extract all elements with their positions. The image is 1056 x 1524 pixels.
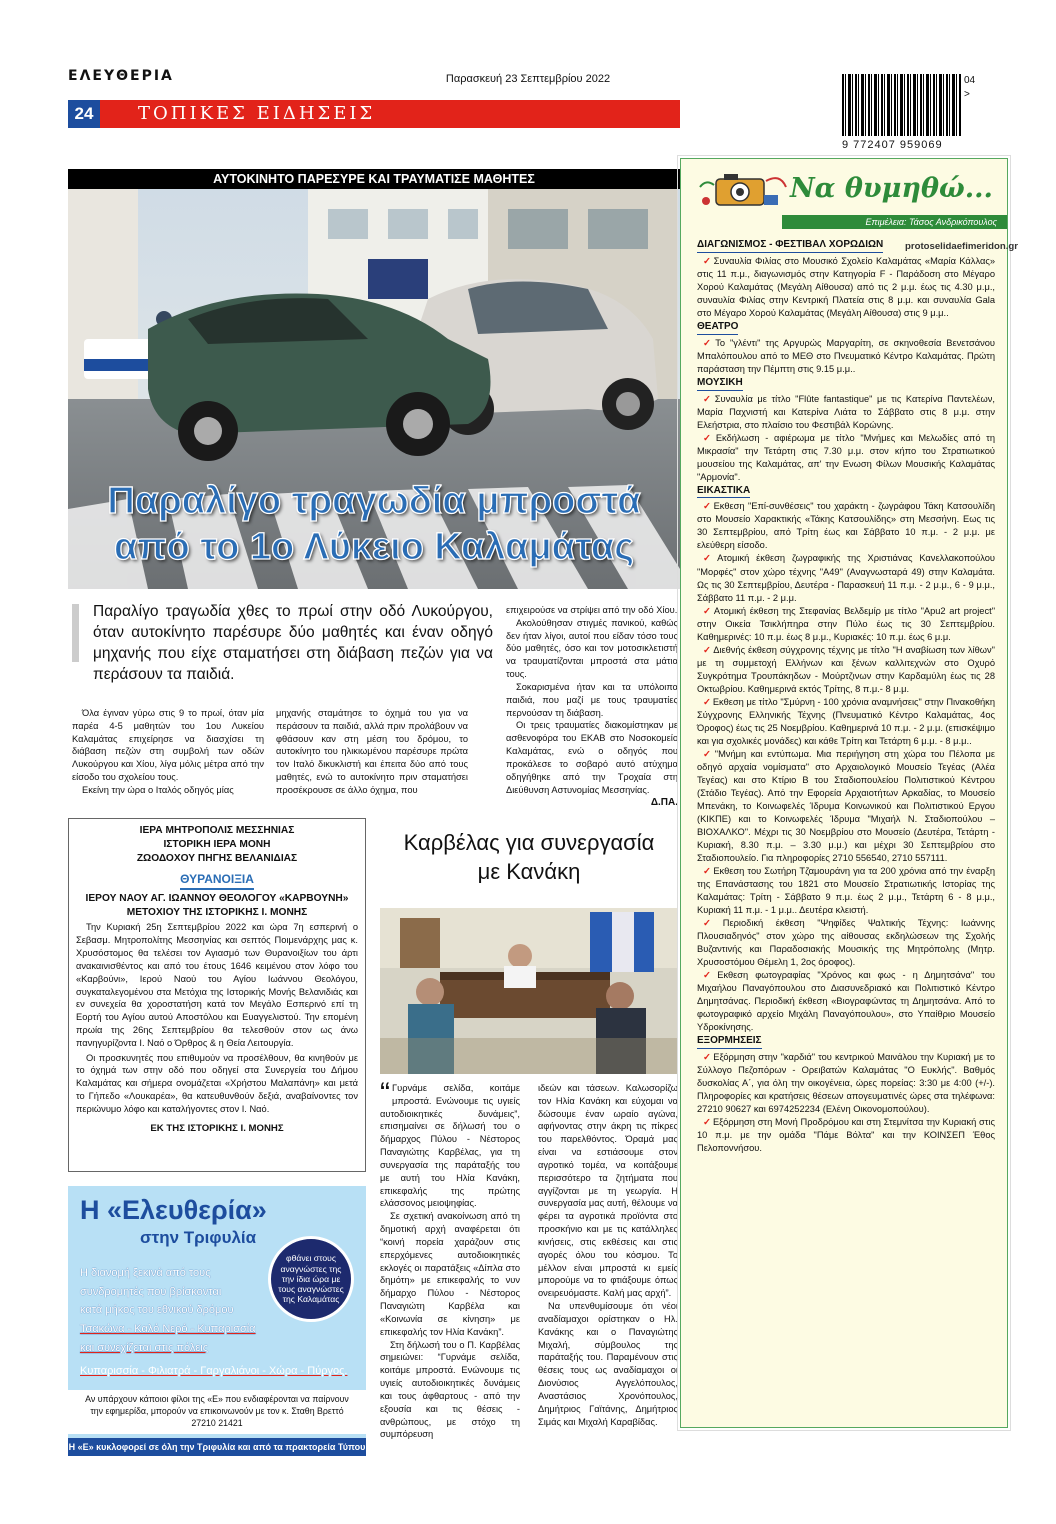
column-credit: Επιμέλεια: Τάσος Ανδρικόπουλος <box>782 215 1007 229</box>
notice-heading: ΙΣΤΟΡΙΚΗ ΙΕΡΑ ΜΟΝΗ <box>163 838 271 850</box>
article-column-1 <box>72 707 264 797</box>
check-icon: ✓ <box>703 969 716 980</box>
notice-subheading: ΜΕΤΟΧΙΟΥ ΤΗΣ ΙΣΤΟΡΙΚΗΣ Ι. ΜΟΝΗΣ <box>126 906 308 918</box>
paragraph: επιχειρούσε να στρίψει από την οδό Χίου. <box>506 605 678 615</box>
check-icon: ✓ <box>703 644 712 655</box>
paragraph: Όλα έγιναν γύρω στις 9 το πρωί, όταν μία παρέα 4-5 μαθητών του 1ου Λυκείου Καλαμάτας επιχείρησε να διασχίσει τη διάβαση πεζών στη συμβολή των οδών Λυκούργου και Χίου, λίγα μόλις μέτρα από την είσοδο του σχολείου τους. <box>72 708 264 783</box>
event-item <box>697 1116 995 1155</box>
event-text: "Μνήμη και εντύπωμα. Μια περιήγηση στη χώρα του Πέλοπα με οδηγό αρχαία νομίσματα" στο Αρχαιολογικό Μουσείο Τεγέας (Αλέα Τεγέας) και στο Κτίριο Β του Σταδιοπουλείου Πολιτιστικού Κέντρου (Στάδιο Τεγέας). Από την Εφορεία Αρχαιοτήτων Αρκαδίας, το Μουσείο Μπενάκη, το Κοινωφελές Ίδρυμα Κοινωνικού και Πολιτιστικού Εργου (ΚΙΚΠΕ) και το Κοινωφελές Ίδρυμα "Μιχαήλ Ν. Σταδιοπούλου – ΒΙΟΧΑΛΚΟ". Μέχρι τις 30 Νοεμβρίου στο Μουσείο (Δευτέρα, Τετάρτη - Κυριακή, 8.30 π.μ. – 3.30 μ.μ.) και μέχρι 30 Σεπτεμβρίου στο Σταδιοπουλείο. Για πληροφορίες 2710 556540, 2710 557111. <box>697 748 995 863</box>
ad-cities: Κυπαρισσία - Φιλιατρά - Γαργαλιάνοι - Χώρα - Πύργος. <box>80 1365 348 1377</box>
section-title: ΤΟΠΙΚΕΣ ΕΙΔΗΣΕΙΣ <box>138 103 376 124</box>
article-column-3 <box>506 604 678 810</box>
headline-line-1: Καρβέλας για συνεργασία <box>403 830 655 855</box>
events-list <box>697 238 995 1155</box>
barcode <box>842 74 978 164</box>
website-watermark: protoselidaefimeridon.gr <box>905 241 1019 252</box>
check-icon: ✓ <box>703 255 712 266</box>
event-item <box>697 337 995 376</box>
column-title: Να θυμηθώ... <box>790 173 993 204</box>
issue-date: Παρασκευή 23 Σεπτεμβρίου 2022 <box>445 73 611 85</box>
paragraph: ιδεών και τάσεων. Καλωσορίζω τον Ηλία Κανάκη και εύχομαι να δώσουμε έναν ωραίο αγώνα, αφήνοντας στην άκρη τις πίκρες του παρελθόντος. Όραμά μας είναι να εστιάσουμε στον αγροτικό τομέα, να κοιτάξουμε περισσότερο τα ζητήματα που αγγίζονται με τη γεωργία. Η συνεργασία μας αυτή, θέλουμε να φέρει τα αγροτικά προϊόντα στο προσκήνιο και με τις κατάλληλες κινήσεις, στις εκθέσεις και στις αγορές όλου του κόσμου. Το μέλλον είναι μπροστά κι εμείς μπορούμε να το φτιάξουμε όπως ονειρευόμαστε. Καλή μας αρχή”. <box>538 1083 678 1299</box>
notice-body: Οι προσκυνητές που επιθυμούν να προσέλθουν, θα κινηθούν με το όχημά των στην οδό που οδηγεί στα Συνεργεία του Δήμου Καλαμάτας και σήμερα ονομάζεται «Χρήστου Μαλαπάνη» και μετά το Γήπεδο «Λουκαρέα», θα κατευθυνθούν δεξιά, αναβαίνοντες τον περιώνυμο λόφο και καταλήγοντες στον Ι. Ναό. <box>76 1052 358 1114</box>
article-signature: Δ.ΠΑ. <box>650 797 678 809</box>
lead-bar <box>72 604 79 662</box>
drop-cap: “ <box>380 1077 390 1110</box>
event-text: Εξόρμηση στην "καρδιά" του κεντρικού Μαινάλου την Κυριακή με το Σύλλογο Πεζοπόρων - Ορειβατών Καλαμάτας "Ο Ευκλής". Βαθμός δυσκολίας Α΄, για όλη την οικογένεια, ώρες πορείας: 3:30 με 4:00 (+/-). Πληροφορίες και κρατήσεις θέσεων απογευματινές ώρες στα τηλέφωνα: 27210 90627 και 6974252234 (Ελένη Οικονομοπούλου). <box>697 1051 995 1114</box>
paragraph: Ακολούθησαν στιγμές πανικού, καθώς δεν ήταν λίγοι, αυτοί που είδαν τόσο τους δύο μαθητές, όσο και τον μοτοσικλετιστή να τραυματίζονται μπροστά στα μάτια τους. <box>506 617 678 680</box>
paragraph-text: Γυρνάμε σελίδα, κοιτάμε μπροστά. Ενώνουμε τις υγιείς αυτοδιοικητικές δυνάμεις”, επισημαίνει σε δήλωσή του ο δήμαρχος Πύλου - Νέστορος Παναγιώτης Καρβέλας, για τη συνεργασία της παράταξής του με αυτή του Ηλία Κανάκη, επικεφαλής της πρώτης ελάσσονος μειοψηφίας. <box>380 1083 520 1209</box>
event-item <box>697 552 995 604</box>
event-text: Εκθεση "Επί-συνθέσεις" του χαράκτη - ζωγράφου Τάκη Κατσουλίδη στο Μουσείο Χαρακτικής «Τάκης Κατσουλίδης» στη Μεσσήνη. Εως τις 30 Σεπτεμβρίου, από Τρίτη έως και Σάββατο 10 π.μ. - 2 μ.μ. με ελεύθερη είσοδο. <box>697 501 995 551</box>
notice-footer: ΕΚ ΤΗΣ ΙΣΤΟΡΙΚΗΣ Ι. ΜΟΝΗΣ <box>150 1122 284 1134</box>
ad-subtitle: στην Τριφυλία <box>140 1228 257 1247</box>
event-text: Συναυλία Φιλίας στο Μουσικό Σχολείο Καλαμάτας «Μαρία Κάλλας» στις 11 π.μ., διαγωνισμός στην Κατηγορία F - Παράδοση στο Μέγαρο Χορού Καλαμάτας (Μεγάλη Αίθουσα) από τις 2 μ.μ. έως τις 4.30 μ.μ., συναυλία Φιλίας στην Κεντρική Πλατεία στις 8 μ.μ. και συναυλία Gala στο Μέγαρο Χορού Καλαμάτας (Μεγάλη Αίθουσα) στις 9 μ.μ.. <box>697 255 995 318</box>
masthead-logo: ΕΛΕΥΘΕΡΙΑ <box>68 68 174 84</box>
notice-body: Την Κυριακή 25η Σεπτεμβρίου 2022 και ώρα 7η εσπερινή ο Σεβασμ. Μητροπολίτης Μεσσηνίας και σεπτός Ποιμενάρχης μας κ. Χρυσόστομος θα τελέσει τον Αγιασμό των Θυρανοιξίων του άρτι ανακαινισθέντος και από του έτους 1646 κειμένου στον λόφο του «Καρβούνι», Ιερού Ναού του Αγίου Ιωάννου Θεολόγου, συγκαταλεγομένου στα Μετόχια της Ιστορικής Μονής Βελανιδιάς και εν συνεχεία θα χοροστατήση κατά τον Μεγάλο Εσπερινό επί τη Εορτή του Αγίου αυτού Αποστόλου και Ευαγγελιστού. Την επομένη πρωία της 26ης Σεπτεμβρίου θα τελεσθούν στον ως άνω πανηγυρίζοντα Ι. Ναό ο Όρθρος & η Θεία Λειτουργία. <box>76 922 358 1048</box>
event-item <box>697 1051 995 1116</box>
article2-column-2 <box>538 1082 678 1428</box>
article-kicker: ΑΥΤΟΚΙΝΗΤΟ ΠΑΡΕΣΥΡΕ ΚΑΙ ΤΡΑΥΜΑΤΙΣΕ ΜΑΘΗΤΕΣ <box>68 169 680 189</box>
page-number: 24 <box>68 100 100 128</box>
event-text: Εκδήλωση - αφιέρωμα με τίτλο "Μνήμες και Μελωδίες από τη Μικρασία" την Τετάρτη στις 7.30 μ.μ. στον κήπο του Στρατιωτικού μουσείου της Καλαμάτας, απ' την Ενωση Φίλων Μουσικής Καλαμάτας "Αρμονία". <box>697 432 995 482</box>
ad-line: Η διανομή ξεκινά από τους <box>80 1267 211 1279</box>
paragraph: Σοκαρισμένα ήταν και τα υπόλοιπα παιδιά, που μαζί με τους τραυματίες περνούσαν τη διάβαση. <box>506 681 678 718</box>
event-item <box>697 917 995 969</box>
check-icon: ✓ <box>703 1051 712 1062</box>
check-icon: ✓ <box>703 1116 711 1127</box>
headline-line-2: από το 1ο Λύκειο Καλαμάτας <box>114 526 634 568</box>
ad-badge: φθάνει στους αναγνώστες της την ίδια ώρα με τους αναγνώστες της Καλαμάτας <box>268 1236 354 1322</box>
section-heading: ΘΕΑΤΡΟ <box>697 320 738 335</box>
check-icon: ✓ <box>703 501 712 512</box>
article-lead: Παραλίγο τραγωδία χθες το πρωί στην οδό Λυκούργου, όταν αυτοκίνητο παρέσυρε δύο μαθητές και έναν οδηγό μηχανής που είχε σταματήσει στη διάβαση πεζών για να περάσουν τα παιδιά. <box>93 603 493 683</box>
event-item <box>697 432 995 484</box>
event-item <box>697 255 995 320</box>
barcode-number: 9 772407 959069 <box>842 139 943 151</box>
event-item <box>697 605 995 644</box>
ad-line: κατά μήκος του εθνικού δρόμου <box>80 1304 234 1317</box>
barcode-lines <box>842 74 962 136</box>
barcode-addon: 04 > <box>964 75 976 100</box>
notice-heading: ΙΕΡΑ ΜΗΤΡΟΠΟΛΙΣ ΜΕΣΣΗΝΙΑΣ <box>139 825 295 836</box>
event-item <box>697 865 995 917</box>
check-icon: ✓ <box>703 605 712 616</box>
paragraph: Να υπενθυμίσουμε ότι νέοι αναδίαμαχοι ορίστηκαν ο Ηλ. Κανάκης και ο Παναγιώτης Μιχαλή, σύμβουλος της παράταξής του. Παραμένουν στις θέσεις τους ως αναδίαμαχοι οι Διονύσιος Αγγελόπουλος, Αναστάσιος Χρονόπουλος, Δημήτριος Γαϊτάνης, Δημήτριος Σιμάς και Μιχαλή Καραβίδας. <box>538 1301 678 1427</box>
check-icon: ✓ <box>703 865 712 876</box>
check-icon: ✓ <box>703 748 713 759</box>
check-icon: ✓ <box>703 432 714 443</box>
event-text: Διεθνής έκθεση σύγχρονης τέχνης με τίτλο "Η αναβίωση των λίθων" με τη συμμετοχή Ελλήνων και ξένων καλλιτεχνών στο Οχυρό Συγκρότημα Τρουπάκηδων - Μούρτζινων στην Καρδαμύλη έως τις 28 Οκτωβρίου. Καθημερινά εκτός Τρίτης, 8 π.μ.- 8 μ.μ. <box>697 644 995 694</box>
event-item <box>697 393 995 432</box>
ad-line: Τσακώνα - Καλό Νερό - Κυπαρισσία <box>80 1323 256 1336</box>
event-text: Ατομική έκθεση της Στεφανίας Βελδεμίρ με τίτλο "Apu2 art project" στην Οικεία Τσικλήπηρα στην Πύλο έως τις 30 Σεπτεμβρίου. Καθημερινές: 10 π.μ. έως 8 μ.μ., Κυριακές: 10 π.μ. έως 6 μ.μ. <box>697 605 995 642</box>
event-text: Περιοδική έκθεση "Ψηφίδες Ψαλτικής Τέχνης: Ιωάννης Πλουσιαδηνός" στον χώρο της αίθουσας εκδηλώσεων της Σχολής Βυζαντινής και Παραδοσιακής Μουσικής της Μητρόπολης (Μητρ. Χρυσοστόμου Θέμελη 1, 2ος όροφος). <box>697 917 995 967</box>
notice-heading: ΖΩΟΔΟΧΟΥ ΠΗΓΗΣ ΒΕΛΑΝΙΔΙΑΣ <box>136 852 298 864</box>
section-heading: ΕΙΚΑΣΤΙΚΑ <box>697 484 750 499</box>
event-text: Το "γλέντι" της Αργυρώς Μαργαρίτη, σε σκηνοθεσία Βενετσάνου Μπαλόπουλου από το ΜΕΘ στο Πνευματικό Κέντρο Καλαμάτας. Πρώτη παράσταση την Πέμπτη στις 9.15 μ.μ.. <box>697 337 995 374</box>
paragraph: Εκείνη την ώρα ο Ιταλός οδηγός μίας <box>82 784 234 795</box>
paragraph: Σε σχετική ανακοίνωση από τη δημοτική αρχή αναφέρεται ότι “κοινή πορεία χαράζουν στις επερχόμενες αυτοδιοικητικές εκλογές οι παρατάξεις «Δίπλα στο δημότη» με επικεφαλής το νυν δήμαρχο Πύλου - Νέστορος Παναγιώτη Καρβέλα και «Κοινωνία σε κίνηση» με επικεφαλής τον Ηλία Κανάκη”. <box>380 1211 520 1337</box>
ad-title: Η «Ελευθερία» <box>80 1195 267 1225</box>
check-icon: ✓ <box>703 696 711 707</box>
check-icon: ✓ <box>703 393 713 404</box>
ad-strip: Η «Ε» κυκλοφορεί σε όλη την Τριφυλία και από τα πρακτορεία Τύπου <box>68 1438 366 1456</box>
notice-title: ΘΥΡΑΝΟΙΞΙΑ <box>180 871 254 890</box>
event-text: Εκθεση με τίτλο "Σμύρνη - 100 χρόνια αναμνήσεις" στην Πινακοθήκη Σύγχρονης Ελληνικής Τέχνης (Πνευματικό Κέντρο Καλαμάτας, 4ος Όροφος) έως τις 25 Νοεμβρίου. Καθημερινά 10 π.μ. - 2 μ.μ. (επισκέψιμο και για σχολικές μονάδες) και κάθε Τρίτη και Τετάρτη 6 μ.μ. - 8 μ.μ.. <box>697 696 995 746</box>
article2-column-1 <box>380 1077 520 1441</box>
check-icon: ✓ <box>703 337 714 348</box>
event-text: Εκθεση του Σωτήρη Τζαμουράνη για τα 200 χρόνια από την έναρξη της Επανάστασης του 1821 στο Μουσείο Στρατιωτικής Ιστορίας της Καλαμάτας: Τρίτη - Σάββατο 9 π.μ. έως 2 μ.μ., Τετάρτη 6 - 8 μ.μ., Κυριακή 11 π.μ. - 1 μ.μ.. Δευτέρα κλειστή. <box>697 865 995 915</box>
event-item <box>697 969 995 1034</box>
paragraph <box>380 1077 520 1210</box>
article-column-2 <box>276 707 468 797</box>
paragraph: μηχανής σταμάτησε το όχημά του για να περάσουν τα παιδιά, αλλά πριν προλάβουν να φθάσουν καν στη μέση του δρόμου, το αυτοκίνητο του ηλικιωμένου παρέσυρε πρώτα τον Ιταλό δικυκλιστή και έπειτα δύο από τους μαθητές, ενώ το αυτοκίνητο πριν σταματήσει προσέκρουσε σε άλλο όχημα, που <box>276 708 468 795</box>
advertisement <box>68 1186 366 1456</box>
event-item <box>697 696 995 748</box>
paragraph: Στη δήλωσή του ο Π. Καρβέλας σημειώνει: “Γυρνάμε σελίδα, κοιτάμε μπροστά. Ενώνουμε τις υγιείς αυτοδιοικητικές δυνάμεις και τους άφθαρτους - από την εξουσία και τις θέσεις - ανθρώπους, με στόχο τη συμπόρευση <box>380 1339 520 1440</box>
ad-text <box>80 1264 270 1357</box>
notice-subheading: ΙΕΡΟΥ ΝΑΟΥ ΑΓ. ΙΩΑΝΝΟΥ ΘΕΟΛΟΓΟΥ «ΚΑΡΒΟΥΝΗ» <box>85 892 349 904</box>
section-heading: ΔΙΑΓΩΝΙΣΜΟΣ - ΦΕΣΤΙΒΑΛ ΧΟΡΩΔΙΩΝ <box>697 238 883 253</box>
section-heading: ΜΟΥΣΙΚΗ <box>697 376 743 391</box>
section-heading: ΕΞΟΡΜΗΣΕΙΣ <box>697 1034 762 1049</box>
ad-contact: Αν υπάρχουν κάποιοι φίλοι της «Ε» που ενδιαφέρονται να παίρνουν την εφημερίδα, μπορούν να επικοινωνούν με τον κ. Σταθη Βρεττό 27210 21421 <box>68 1390 366 1434</box>
article-headline <box>68 478 680 570</box>
event-text: Ατομική έκθεση ζωγραφικής της Χριστιάνας Κανελλακοπούλου "Μορφές" στον χώρο τέχνης "Α49" (Αναγνωσταρά 49) στην Καλαμάτα. Ως τις 30 Σεπτεμβρίου, Δευτέρα - Παρασκευή 11 π.μ. - 2 μ.μ., 6 - 9 μ.μ., Σάββατο 11 π.μ. - 2 μ.μ. <box>697 553 995 603</box>
event-text: Συναυλία με τίτλο "Flûte fantastique" με τις Κατερίνα Παντελέων, Μαρία Παχνιστή και Κατερίνα Λιάτα το Σάββατο στις 8 μ.μ. στην Ελεήστρια, στο πλαίσιο του Φεστιβάλ Κορώνης. <box>697 393 996 430</box>
event-item <box>697 748 995 865</box>
event-text: Εξόρμηση στη Μονή Προδρόμου και στη Στεμνίτσα την Κυριακή στις 10 π.μ. με την ομάδα "Πάμε Βόλτα" και την ΚΟΙΝΣΕΠ Έθος Πελοποννήσου. <box>697 1116 995 1153</box>
headline-line-1: Παραλίγο τραγωδία μπροστά <box>107 480 641 522</box>
church-notice <box>68 818 366 1172</box>
ad-line: και συνεχίζεται στις πόλεις <box>80 1341 209 1354</box>
headline-line-2: με Κανάκη <box>477 859 581 885</box>
event-item <box>697 500 995 552</box>
meeting-photo <box>380 908 678 1074</box>
check-icon: ✓ <box>703 917 721 928</box>
event-text: Εκθεση φωτογραφίας "Χρόνος και φως - η Δημητσάνα" του Μιχαήλου Παναγόπουλου στο Διασυνεδριακό και Πολιτιστικό Κέντρο Δημητσάνας. Περιοδική έκθεση «Βιογραφώντας τη Δημητσάνα. Από το φωτογραφικό αρχείο Μιχάλη Παναγόπουλου», στο Υπαίθριο Μουσείο Υδροκίνησης. <box>697 969 996 1033</box>
article2-headline <box>380 828 678 886</box>
ad-line: συνδρομητές που βρίσκονται <box>80 1285 222 1298</box>
paragraph: Οι τρεις τραυματίες διακομίστηκαν με ασθενοφόρα του ΕΚΑΒ στο Νοσοκομείο Καλαμάτας, ενώ ο οδηγός που προκάλεσε το σοβαρό αυτό ατύχημα οδηγήθηκε από την Τροχαία στη Διεύθυνση Αστυνομίας Μεσσηνίας. <box>506 720 678 795</box>
check-icon: ✓ <box>703 553 716 564</box>
event-item <box>697 644 995 696</box>
